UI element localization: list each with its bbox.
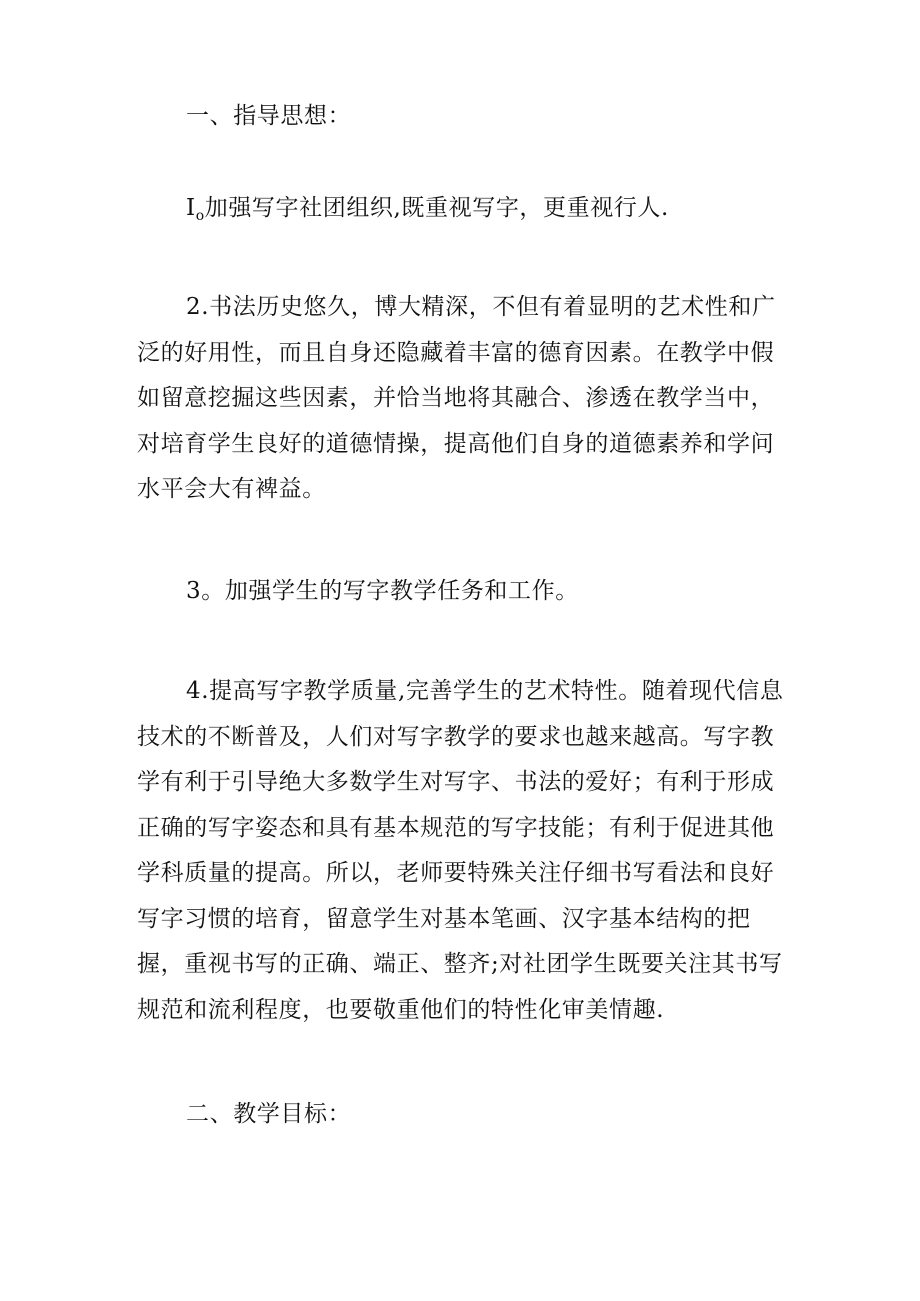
item-4-paragraph: 4.提高写字教学质量,完善学生的艺术特性。随着现代信息技术的不断普及，人们对写字教学的要求也越来越高。写字教学有利于引导绝大多数学生对写字、书法的爱好；有利于形成正确的写字姿态和具有基本规范的写字技能；有利于促进其他学科质量的提高。所以，老师要特殊关注仔细书写看法和良好写字习惯的培育，留意学生对基本笔画、汉字基本结构的把握，重视书写的正确、端正、整齐;对社团学生既要关注其书写规范和流利程度，也要敬重他们的特性化审美情趣. [137,678,784,1023]
section-heading-teaching-goals: 二、教学目标： [186,1101,352,1127]
item-1-number: I [186,195,196,221]
item-1-text: 加强写字社团组织,既重视写字，更重视行人. [204,195,669,221]
item-2-paragraph: 2.书法历史悠久，博大精深，不但有着显明的艺术性和广泛的好用性，而且自身还隐藏着丰富的德育因素。在教学中假如留意挖掘这些因素，并恰当地将其融合、渗透在教学当中，对培育学生良好的道德情操，提高他们自身的道德素养和学问水平会大有裨益。 [137,294,776,502]
section-heading-guiding-thought: 一、指导思想： [186,103,352,129]
item-1-paragraph [186,193,669,231]
item-1-number-subscript: o [195,208,205,224]
item-3-paragraph: 3。加强学生的写字教学任务和工作。 [186,578,579,604]
